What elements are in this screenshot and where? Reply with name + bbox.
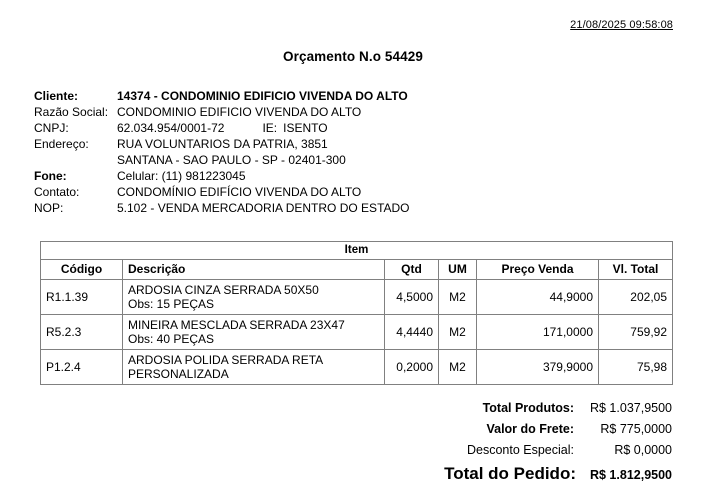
descricao-line-2: Obs: 40 PEÇAS	[128, 332, 215, 346]
info-row-cliente	[34, 88, 674, 104]
column-header-descricao: Descrição	[123, 260, 385, 280]
ie-value: ISENTO	[283, 121, 328, 135]
table-row	[41, 350, 673, 385]
razao-social-label: Razão Social:	[34, 105, 109, 119]
razao-social-value: CONDOMINIO EDIFICIO VIVENDA DO ALTO	[117, 105, 362, 119]
print-timestamp: 21/08/2025 09:58:08	[570, 19, 673, 31]
desconto-especial-value: R$ 0,0000	[614, 443, 672, 457]
endereco-value: RUA VOLUNTARIOS DA PATRIA, 3851	[117, 137, 328, 151]
info-row-fone	[34, 168, 674, 184]
table-row	[41, 280, 673, 315]
cell-vl-total: 75,98	[599, 350, 673, 385]
descricao-line-1: ARDOSIA CINZA SERRADA 50X50	[128, 283, 319, 297]
cell-descricao	[123, 315, 385, 350]
endereco-label: Endereço:	[34, 137, 89, 151]
info-row-contato	[34, 184, 674, 200]
descricao-line-2: Obs: 15 PEÇAS	[128, 297, 215, 311]
cell-codigo: R5.2.3	[41, 315, 123, 350]
column-header-qtd: Qtd	[385, 260, 439, 280]
cliente-label: Cliente:	[34, 89, 79, 103]
column-header-vl-total: Vl. Total	[599, 260, 673, 280]
info-row-endereco-city	[34, 152, 674, 168]
cell-descricao	[123, 280, 385, 315]
column-header-preco-venda: Preço Venda	[477, 260, 599, 280]
cell-um: M2	[439, 350, 477, 385]
nop-value: 5.102 - VENDA MERCADORIA DENTRO DO ESTADO	[117, 201, 410, 215]
info-row-cnpj	[34, 120, 674, 136]
customer-info-block	[34, 88, 674, 216]
total-pedido-value: R$ 1.812,9500	[589, 468, 672, 482]
total-pedido-label: Total do Pedido:	[444, 464, 576, 483]
cell-um: M2	[439, 315, 477, 350]
descricao-line-2: PERSONALIZADA	[128, 367, 229, 381]
page-title: Orçamento N.o 54429	[283, 49, 423, 64]
cell-preco-venda: 171,0000	[477, 315, 599, 350]
cell-vl-total: 202,05	[599, 280, 673, 315]
cnpj-value: 62.034.954/0001-72	[117, 121, 225, 135]
cell-qtd: 0,2000	[385, 350, 439, 385]
info-row-razao-social	[34, 104, 674, 120]
contato-label: Contato:	[34, 185, 80, 199]
nop-label: NOP:	[34, 201, 64, 215]
cell-qtd: 4,4440	[385, 315, 439, 350]
descricao-line-1: MINEIRA MESCLADA SERRADA 23X47	[128, 318, 345, 332]
cell-vl-total: 759,92	[599, 315, 673, 350]
totals-row-desconto	[360, 443, 672, 464]
column-header-codigo: Código	[41, 260, 123, 280]
cell-codigo: R1.1.39	[41, 280, 123, 315]
descricao-line-1: ARDOSIA POLIDA SERRADA RETA	[128, 353, 324, 367]
items-table-header-row	[41, 260, 673, 280]
fone-value: Celular: (11) 981223045	[117, 169, 246, 183]
endereco-value-city: SANTANA - SAO PAULO - SP - 02401-300	[117, 153, 346, 167]
valor-frete-value: R$ 775,0000	[600, 422, 672, 436]
items-table	[40, 241, 673, 385]
cell-preco-venda: 44,9000	[477, 280, 599, 315]
totals-block	[360, 401, 672, 490]
cnpj-label: CNPJ:	[34, 121, 69, 135]
info-row-nop	[34, 200, 674, 216]
ie-label: IE:	[262, 121, 278, 135]
column-header-um: UM	[439, 260, 477, 280]
items-group-header: Item	[41, 242, 673, 260]
items-table-group-header-row	[41, 242, 673, 260]
table-row	[41, 315, 673, 350]
cell-um: M2	[439, 280, 477, 315]
cell-codigo: P1.2.4	[41, 350, 123, 385]
totals-row-pedido	[360, 464, 672, 490]
totals-row-frete	[360, 422, 672, 443]
desconto-especial-label: Desconto Especial:	[466, 443, 574, 457]
total-produtos-label: Total Produtos:	[482, 401, 574, 415]
cliente-value: 14374 - CONDOMINIO EDIFICIO VIVENDA DO ALTO	[117, 89, 408, 103]
cell-descricao	[123, 350, 385, 385]
info-row-endereco	[34, 136, 674, 152]
totals-row-produtos	[360, 401, 672, 422]
cell-qtd: 4,5000	[385, 280, 439, 315]
contato-value: CONDOMÍNIO EDIFÍCIO VIVENDA DO ALTO	[117, 185, 362, 199]
fone-label: Fone:	[34, 169, 67, 183]
cell-preco-venda: 379,9000	[477, 350, 599, 385]
total-produtos-value: R$ 1.037,9500	[589, 401, 672, 415]
valor-frete-label: Valor do Frete:	[486, 422, 574, 436]
